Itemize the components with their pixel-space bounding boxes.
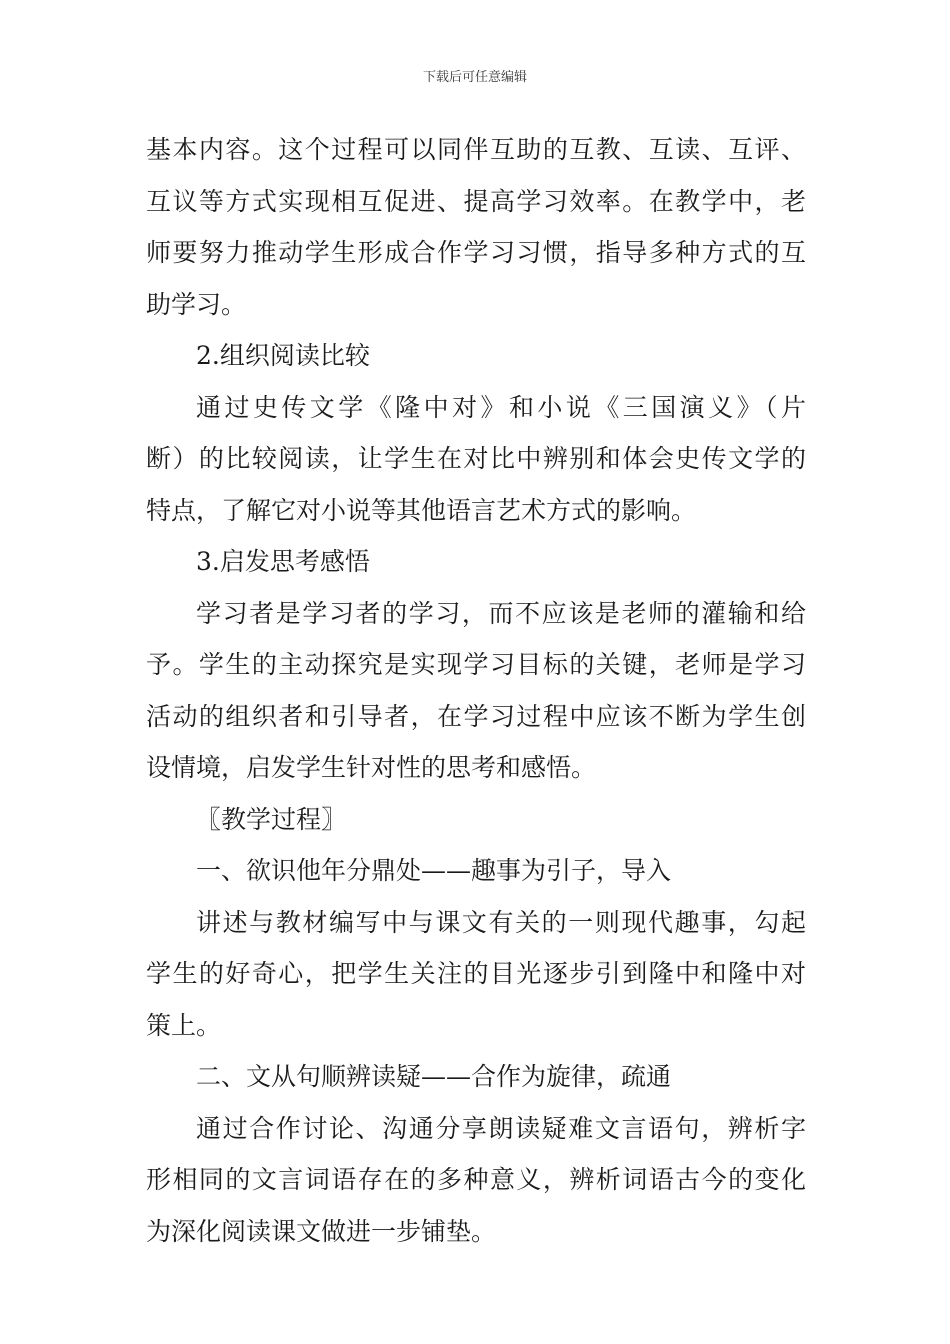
paragraph-line: 通过合作讨论、沟通分享朗读疑难文言语句，辨析字 — [196, 1113, 806, 1143]
paragraph-line: 讲述与教材编写中与课文有关的一则现代趣事，勾起 — [196, 907, 806, 937]
paragraph-line: 助学习。 — [146, 289, 247, 319]
paragraph-line: 形相同的文言词语存在的多种意义，辨析词语古今的变化 — [146, 1165, 806, 1194]
paragraph-line: 互议等方式实现相互促进、提高学习效率。在教学中，老 — [146, 186, 806, 216]
paragraph-line: 断）的比较阅读，让学生在对比中辨别和体会史传文学的 — [146, 444, 806, 473]
paragraph-line: 为深化阅读课文做进一步铺垫。 — [146, 1216, 497, 1246]
paragraph-line: 学生的好奇心，把学生关注的目光逐步引到隆中和隆中对 — [146, 959, 806, 988]
paragraph-line: 策上。 — [146, 1010, 222, 1040]
section-heading: 二、文从句顺辨读疑——合作为旋律，疏通 — [196, 1062, 672, 1091]
document-body — [146, 124, 806, 1257]
page-header-note: 下载后可任意编辑 — [422, 70, 527, 85]
paragraph-line: 予。学生的主动探究是实现学习目标的关键，老师是学习 — [146, 650, 806, 679]
paragraph-line: 特点，了解它对小说等其他语言艺术方式的影响。 — [146, 495, 697, 525]
section-heading: 3.启发思考感悟 — [196, 547, 370, 576]
paragraph-line: 师要努力推动学生形成合作学习习惯，指导多种方式的互 — [146, 238, 806, 267]
paragraph-line: 基本内容。这个过程可以同伴互助的互教、互读、互评、 — [146, 135, 806, 164]
section-heading: 2.组织阅读比较 — [196, 341, 370, 370]
section-heading: 一、欲识他年分鼎处——趣事为引子，导入 — [196, 856, 672, 885]
section-heading: 〖教学过程〗 — [196, 804, 347, 834]
paragraph-line: 设情境，启发学生针对性的思考和感悟。 — [146, 753, 597, 782]
paragraph-line: 通过史传文学《隆中对》和小说《三国演义》（片 — [196, 392, 806, 422]
paragraph-line: 活动的组织者和引导者，在学习过程中应该不断为学生创 — [146, 701, 806, 731]
paragraph-line: 学习者是学习者的学习，而不应该是老师的灌输和给 — [196, 598, 806, 628]
